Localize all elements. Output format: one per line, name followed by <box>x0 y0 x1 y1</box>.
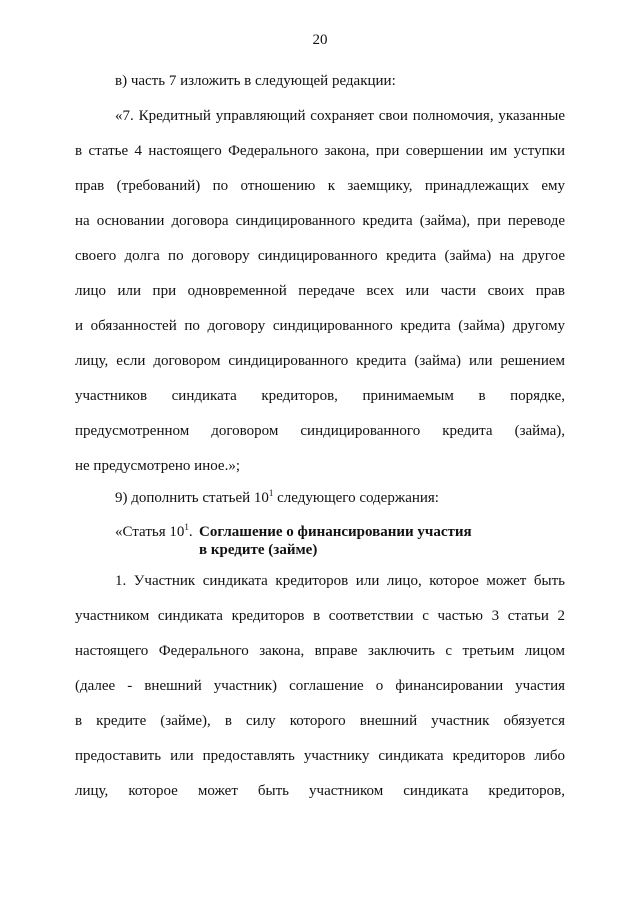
text-line: в) часть 7 изложить в следующей редакции: <box>115 73 396 89</box>
text-line: (далее - внешний участник) соглашение о финансировании участия <box>75 678 565 694</box>
article-heading-line: Соглашение о финансировании участия <box>199 524 472 540</box>
item-9-line <box>115 489 565 507</box>
text-line: в статье 4 настоящего Федерального закона, при совершении им уступки <box>75 143 565 159</box>
article-prefix: «Статья $10^1$. <box>115 522 193 540</box>
text-line: «7. Кредитный управляющий сохраняет свои полномочия, указанные <box>115 108 565 124</box>
article-heading <box>199 523 472 559</box>
text-line: не предусмотрено иное.»; <box>75 458 240 474</box>
superscript: 1 <box>184 522 189 532</box>
text-line: лицу, если договором синдицированного кредита (займа) или решением <box>75 353 565 369</box>
text-line: в кредите (займе), в силу которого внешний участник обязуется <box>75 713 565 729</box>
text-line: и обязанностей по договору синдицированного кредита (займа) другому <box>75 318 565 334</box>
item-9-text-end: следующего содержания: <box>273 490 439 506</box>
superscript: 1 <box>268 488 274 498</box>
text-line: предоставить или предоставлять участнику синдиката кредиторов либо <box>75 748 565 764</box>
text-line: своего долга по договору синдицированного кредита (займа) на другое <box>75 248 565 264</box>
text-line: лицо или при одновременной передаче всех или части своих прав <box>75 283 565 299</box>
text-line: участников синдиката кредиторов, принимаемым в порядке, <box>75 388 565 404</box>
text-line: прав (требований) по отношению к заемщику, принадлежащих ему <box>75 178 565 194</box>
text-line: на основании договора синдицированного кредита (займа), при переводе <box>75 213 565 229</box>
text-line: 1. Участник синдиката кредиторов или лицо, которое может быть <box>115 573 565 589</box>
text-line: участником синдиката кредиторов в соответствии с частью 3 статьи 2 <box>75 608 565 624</box>
text-line: настоящего Федерального закона, вправе заключить с третьим лицом <box>75 643 565 659</box>
text-line: лицу, которое может быть участником синдиката кредиторов, <box>75 783 565 799</box>
text-line: предусмотренном договором синдицированного кредита (займа), <box>75 423 565 439</box>
article-heading-line: в кредите (займе) <box>199 542 318 558</box>
item-9-text: 9) дополнить статьей 10 <box>115 490 269 506</box>
page-number: 20 <box>312 32 328 48</box>
article-title <box>115 522 472 558</box>
